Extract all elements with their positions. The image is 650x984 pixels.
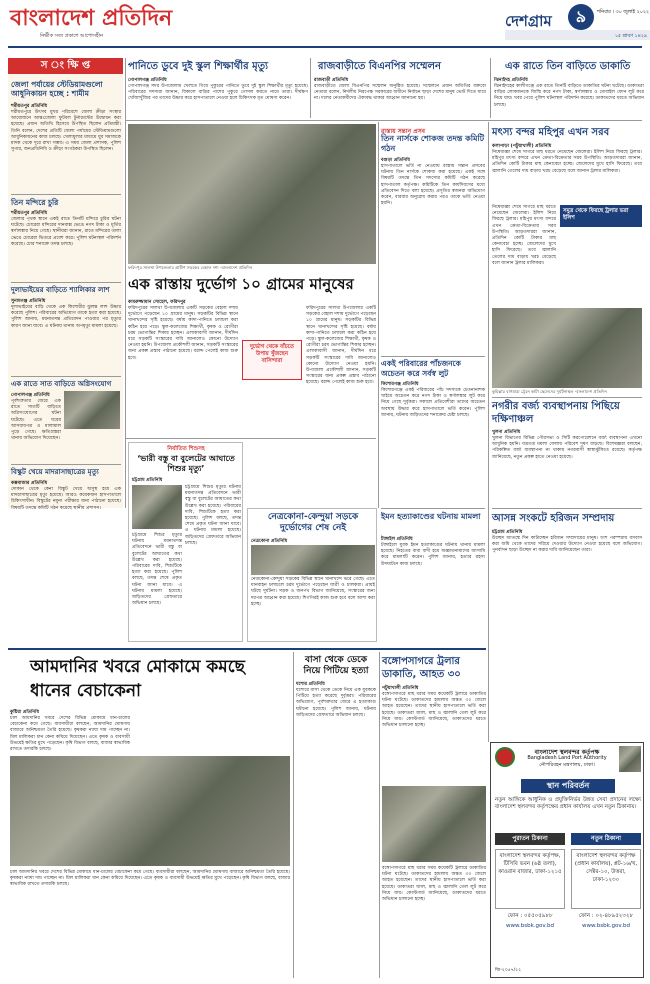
story-byline: কিশোরগঞ্জ প্রতিনিধি — [381, 382, 419, 387]
brand-tagline: নির্ভীক সত্য প্রকাশে আপোসহীন — [40, 33, 104, 39]
photo-caption: কুমিল্লার বাগমারা ট্রেনে কাটা ছেলেদের দুর্ঘটনাস্থল -বাংলাদেশ প্রতিদিন — [492, 389, 607, 394]
story-headline: মৎস্য বন্দর মহিপুর এখন সরব — [492, 127, 610, 138]
story-body: বঙ্গোপসাগরে মাছ ধরার সময় কয়েকটি ট্রলারে ডাকাতির ঘটনা ঘটেছে। ডাকাতদের হামলায় অন্তত ৩০ জেলে আহত হয়েছেন। তাদের স্থানীয় হাসপাতালে ভর্তি করা হয়েছে। ডাকাতরা জাল, মাছ ও জ্বালানি তেল লুট করে নিয়ে যায়। কোস্টগার্ড জানিয়েছে, ডাকাতদের ধরতে অভিযান চালানো হচ্ছে। — [382, 692, 486, 729]
story-byline: চট্টগ্রাম প্রতিনিধি — [492, 530, 523, 535]
section-rule — [126, 120, 642, 121]
story-body: চট্টগ্রামে শিশুর মৃত্যুর ঘটনায় ময়নাতদন্ত প্রতিবেদনে ভারী বস্তু বা বুলেটের আঘাতের কথা উল্লেখ করা হয়েছে। পরিবারের দাবি, শিশুটিকে হত্যা করা হয়েছে। পুলিশ বলছে, তদন্ত শেষে প্রকৃত ঘটনা জানা যাবে। এ ঘটনায় মামলা হয়েছে। জড়িতদের গ্রেফতারে অভিযান চলছে। — [185, 485, 241, 546]
ad-footer: জি-২০৫৭/২২ — [495, 968, 522, 973]
story-headline: ইমন হত্যাকাণ্ডের ঘটনায় মামলা — [381, 512, 481, 521]
page-number-badge — [568, 4, 594, 30]
boxed-story-center — [247, 508, 377, 642]
divider — [492, 508, 642, 509]
paddy-photo — [10, 756, 290, 866]
story-headline: পানিতে ডুবে দুই স্কুল শিক্ষার্থীর মৃত্যু — [128, 61, 269, 72]
highlight-text: সমুদ্র থেকে ফিরছে ট্রলার ভরা ইলিশ — [563, 208, 629, 221]
date-line-2: ১৫ শ্রাবণ ১৪২৯ — [614, 34, 647, 39]
story-body: টাঙ্গাইলে যুবক ইমন হত্যাকাণ্ডের ঘটনায় থানায় মামলা হয়েছে। নিহতের বাবা বাদী হয়ে অজ্ঞাতনামাদের আসামি করে মামলাটি করেন। পুলিশ জানায়, হত্যার রহস্য উদঘাটনে কাজ চলছে। — [381, 543, 485, 567]
story-body: ঝিনাইদহের কালীগঞ্জে এক রাতে তিনটি বাড়িতে ডাকাতির ঘটনা ঘটেছে। ডাকাতরা বাড়ির লোকজনকে জিম্মি করে নগদ টাকা, স্বর্ণালঙ্কার ও মোবাইল ফোন লুট করে নিয়ে যায়। খবর পেয়ে পুলিশ ঘটনাস্থল পরিদর্শন করেছে। ডাকাতদের ধরতে অভিযান চলছে। — [494, 84, 644, 108]
sidebar-column — [8, 58, 123, 511]
story-body: উচ্ছেদ আতঙ্কে দিন কাটাচ্ছেন হরিজন সম্প্রদায়ের মানুষ। বংশ পরম্পরায় বসবাস করা জমি থেকে তাদের সরিয়ে দেওয়ার উদ্যোগ নেওয়া হয়েছে বলে অভিযোগ। পুনর্বাসন ছাড়া উচ্ছেদ না করার দাবি জানিয়েছেন তারা। — [492, 536, 642, 554]
story-headline: রাজবাড়ীতে বিএনপির সম্মেলন — [318, 61, 441, 72]
story-headline: আসন্ন সংকটে হরিজন সম্প্রদায় — [492, 513, 615, 524]
road-photo — [251, 545, 375, 575]
story-box — [381, 508, 485, 642]
story-headline: এক রাতে তিন বাড়িতে ডাকাতি — [505, 61, 631, 72]
sidebar-item-byline: শরীয়তপুর প্রতিনিধি — [11, 211, 48, 216]
column-rule — [488, 122, 489, 742]
story-byline: কলাপাড়া (পটুয়াখালী) প্রতিনিধি — [492, 144, 552, 149]
section-rule — [8, 648, 486, 650]
sidebar-item-body: দোকান থেকে কেনা বিস্কুট খেয়ে অসুস্থ হয়ে এক মাদরাসাছাত্রের মৃত্যু হয়েছে। আরও কয়েকজন হাসপাতালে চিকিৎসাধীন। বিস্কুটের নমুনা পরীক্ষার জন্য পাঠানো হয়েছে। বিষয়টি তদন্তে কমিটি গঠন করেছে স্থানীয় প্রশাসন। — [11, 487, 121, 511]
ad-ministry: নৌপরিবহন মন্ত্রণালয়, ঢাকা। — [539, 762, 595, 768]
sidebar-item-body: শরীয়তপুরে উৎসব মুখর পরিবেশে জেলা ক্রীড়া সংস্থার আয়োজনে আন্তঃজেলা ফুটবল টুর্নামেন্টের উদ্বোধন করা হয়েছে। প্রধান অতিথি হিসেবে উপস্থিত ছিলেন প্রতিমন্ত্রী। তিনি বলেন, দেশের প্রতিটি জেলা পর্যায়ের স্টেডিয়ামগুলো আধুনিকায়নের কাজ চলছে। খেলাধুলার মাধ্যমে যুব সমাজকে মাদক থেকে দূরে রাখা সম্ভব। এ সময় জেলা প্রশাসক, পুলিশ সুপার, জনপ্রতিনিধি ও ক্রীড়া সংগঠকরা উপস্থিত ছিলেন। — [11, 110, 121, 153]
sidebar-title: স ং ক্ষি প্ত — [8, 58, 123, 74]
sidebar-item-body: পূর্বশত্রুতার জেরে এক রাতে সাতটি বাড়িতে অগ্নিসংযোগের ঘটনা ঘটেছে। এতে ঘরের আসবাবপত্র ও মালামাল পুড়ে গেছে। ক্ষতিগ্রস্তরা থানায় অভিযোগ দিয়েছেন। — [11, 399, 61, 442]
main-story-photo — [128, 124, 376, 264]
date-line-1: শনিবার । ৩০ জুলাই ২০২২ — [597, 10, 650, 15]
ad-old-address: বাংলাদেশ স্থলবন্দর কর্তৃপক্ষ, টিসিবি ভবন (৬ষ্ঠ তলা), কাওরান বাজার, ঢাকা-১২১৫ — [495, 849, 565, 909]
pullquote-box — [242, 340, 302, 380]
sidebar-item-headline: বিস্কুট খেয়ে মাদরাসাছাত্রের মৃত্যু — [11, 468, 99, 476]
story-byline: চট্টগ্রাম প্রতিনিধি — [132, 478, 163, 483]
story-body: গোপালগঞ্জ সদর উপজেলায় খেলতে গিয়ে পুকুরের পানিতে ডুবে দুই স্কুল শিক্ষার্থীর মৃত্যু হয়েছে। পরিবারের সদস্যরা জানান, বিকালে বাড়ির পাশের পুকুরে গোসল করতে নামে তারা। দীর্ঘক্ষণ খোঁজাখুঁজির পর তাদের উদ্ধার করে হাসপাতালে নেওয়া হলে চিকিৎসক মৃত ঘোষণা করেন। — [128, 84, 308, 102]
brand-logo: বাংলাদেশ প্রতিদিন — [10, 5, 173, 31]
story-byline: কুষ্টিয়া প্রতিনিধি — [10, 710, 40, 715]
story-body-cont: নিষেধাজ্ঞা শেষে সাগরে মাছ ধরতে নেমেছেন জেলেরা। ইলিশ নিয়ে ফিরছে ট্রলার। মহিপুর মৎস্য বন্দরে এখন ক্রেতা-বিক্রেতার সরব উপস্থিতি। আড়তদাররা জানান, প্রতিদিন কোটি টাকার মাছ কেনাবেচা হচ্ছে। জেলেদের মুখে হাসি ফিরেছে। তবে জ্বালানি তেলের দাম বাড়ায় খরচ বেড়েছে বলে জানান ট্রলার মালিকরা। — [492, 205, 556, 266]
story-byline: রাজবাড়ী প্রতিনিধি — [314, 78, 349, 83]
story-byline: ঝিনাইদহ প্রতিনিধি — [494, 78, 528, 83]
story-body: যশোরে বাসা থেকে ডেকে নিয়ে এক যুবককে পিটিয়ে হত্যা করেছে দুর্বৃত্তরা। পরিবারের অভিযোগ, পূর্বশত্রুতার জেরে এ হত্যাকাণ্ড ঘটানো হয়েছে। পুলিশ জানায়, ঘটনায় জড়িতদের গ্রেফতারে অভিযান চলছে। — [296, 688, 376, 718]
column-rule — [378, 122, 379, 508]
masthead-bar — [505, 30, 650, 40]
column-rule — [125, 58, 126, 508]
story-byline: পটুয়াখালী প্রতিনিধি — [382, 686, 419, 691]
ad-new-phone: ফোন : ০২-৪৮৯৫২৩২৮ — [578, 913, 634, 919]
sidebar-item-byline: গোপালগঞ্জ প্রতিনিধি — [11, 393, 50, 398]
story-byline: বগুড়া প্রতিনিধি — [381, 158, 410, 163]
story-body: নিষেধাজ্ঞা শেষে সাগরে মাছ ধরতে নেমেছেন জেলেরা। ইলিশ নিয়ে ফিরছে ট্রলার। মহিপুর মৎস্য বন্দরে এখন ক্রেতা-বিক্রেতার সরব উপস্থিতি। আড়তদাররা জানান, প্রতিদিন কোটি টাকার মাছ কেনাবেচা হচ্ছে। জেলেদের মুখে হাসি ফিরেছে। তবে জ্বালানি তেলের দাম বাড়ায় খরচ বেড়েছে বলে জানান ট্রলার মালিকরা। — [492, 150, 642, 174]
child-photo — [132, 485, 182, 529]
story-body-cont: চাল আমদানির খবরে দেশের বিভিন্ন মোকামে ধান-চালের বেচাকেনা কমে গেছে। ব্যবসায়ীরা বলছেন, আমদানির ঘোষণায় বাজারে অনিশ্চয়তা তৈরি হয়েছে। কৃষকরা ন্যায্য দাম পাচ্ছেন না। মিল মালিকরা ধান কেনা কমিয়ে দিয়েছেন। এতে কৃষক ও ব্যবসায়ী উভয়েই ক্ষতির মুখে পড়েছেন। কৃষি বিভাগ বলছে, বাজার স্বাভাবিক রাখতে তদারকি চলছে। — [10, 870, 290, 888]
ad-web-old[interactable]: www.bsbk.gov.bd — [506, 923, 554, 929]
story-byline: টাঙ্গাইল প্রতিনিধি — [381, 537, 413, 542]
section-rule — [126, 438, 376, 439]
story-body: খুলনা বিভাগের বিভিন্ন পৌরসভা ও সিটি করপোরেশনে বর্জ্য ব্যবস্থাপনা এখনো আধুনিক হয়নি। যত্রতত্র ময়লা ফেলায় পরিবেশ দূষণ বাড়ছে। বিশেষজ্ঞরা বলছেন, পরিকল্পিত বর্জ্য ব্যবস্থাপনা না থাকায় নগরবাসী স্বাস্থ্যঝুঁকিতে রয়েছে। কর্তৃপক্ষ জানিয়েছে, নতুন প্রকল্প হাতে নেওয়া হয়েছে। — [492, 436, 642, 460]
story-headline: নেত্রকোনা-কেন্দুয়া সড়কে দুর্ভোগের শেষ নেই — [267, 512, 359, 533]
story-byline: নেত্রকোনা প্রতিনিধি — [251, 539, 288, 544]
divider — [11, 464, 121, 465]
column-rule — [293, 652, 294, 978]
story-headline: তিন নার্সকে শোকজ তদন্ত কমিটি গঠন — [381, 134, 485, 153]
story-body-cont: চট্টগ্রামে শিশুর মৃত্যুর ঘটনায় ময়নাতদন্ত প্রতিবেদনে ভারী বস্তু বা বুলেটের আঘাতের কথা উল্লেখ করা হয়েছে। পরিবারের দাবি, শিশুটিকে হত্যা করা হয়েছে। পুলিশ বলছে, তদন্ত শেষে প্রকৃত ঘটনা জানা যাবে। এ ঘটনায় মামলা হয়েছে। জড়িতদের গ্রেফতারে অভিযান চলছে। — [132, 533, 182, 607]
sidebar-item-headline: তিন মন্দিরে চুরি — [11, 198, 59, 207]
ad-old-phone: ফোন : ০৫৫০৫৯৮৮ — [507, 913, 553, 919]
story-body: নেত্রকোনা-কেন্দুয়া সড়কের বিভিন্ন স্থানে খানাখন্দে ভরে গেছে। এতে যানবাহন চলাচলে চরম দুর্ভোগে পড়েছেন যাত্রী ও চালকরা। প্রায়ই ঘটছে দুর্ঘটনা। সড়ক ও জনপথ বিভাগ জানিয়েছে, সংস্কারের জন্য দরপত্র আহ্বান করা হয়েছে। শিগগিরই কাজ শুরু হবে বলে আশা করা হচ্ছে। — [251, 577, 375, 607]
main-story-body-cont: ফরিদপুরের সালথা উপজেলার একটি সড়কের বেহাল দশায় দুর্ভোগে পড়েছেন ১০ গ্রামের মানুষ। সড়কটির বিভিন্ন স্থানে খানাখন্দের সৃষ্টি হয়েছে। বর্ষায় কাদা-পানিতে চলাচল করা কঠিন হয়ে পড়ে। স্কুল-কলেজের শিক্ষার্থী, কৃষক ও রোগীরা চরম ভোগান্তির শিকার হচ্ছেন। এলাকাবাসী জানান, দীর্ঘদিন ধরে সড়কটি সংস্কারের দাবি জানালেও কোনো উদ্যোগ নেওয়া হয়নি। উপজেলা প্রকৌশলী জানান, সড়কটি সংস্কারের জন্য প্রকল্প প্রস্তাব পাঠানো হয়েছে। বরাদ্দ পেলেই কাজ শুরু হবে। — [306, 306, 376, 386]
story-kicker: নির্যাতিত শিশুসহ — [167, 446, 205, 452]
ad-new-address: বাংলাদেশ স্থলবন্দর কর্তৃপক্ষ (প্রধান কার্যালয়), প্লট-১৬/খ, সেক্টর-১০, উত্তরা, ঢাকা-১২৩০ — [571, 849, 641, 909]
column-rule — [379, 652, 380, 978]
main-story-headline: এক রাস্তায় দুর্ভোগ ১০ গ্রামের মানুষের — [128, 275, 354, 293]
divider — [11, 282, 121, 283]
page-number: ৯ — [575, 7, 587, 26]
advertisement — [490, 742, 644, 978]
photo-caption: ফরিদপুর সালথা উপজেলার গ্রামীণ সড়কের বেহাল দশা -বাংলাদেশ প্রতিদিন — [128, 265, 253, 270]
boxed-story-left — [128, 442, 243, 642]
section-name: দেশগ্রাম — [505, 12, 552, 30]
main-story-byline: কামরুজ্জামান সোহেল, ফরিদপুর — [128, 300, 186, 305]
ad-web-new[interactable]: www.bsbk.gov.bd — [582, 923, 630, 929]
masthead — [0, 0, 650, 48]
sidebar-item-body: জেলার পৃথক স্থানে একই রাতে তিনটি মন্দিরে চুরির ঘটনা ঘটেছে। চোরেরা মন্দিরের দানবাক্স ভেঙে নগদ টাকা ও মূর্তির স্বর্ণালঙ্কার নিয়ে গেছে। স্থানীয়রা জানান, রাতে মন্দিরের তালা ভেঙে চোরেরা ভিতরে প্রবেশ করে। পুলিশ ঘটনাস্থল পরিদর্শন করেছে। চোর শনাক্তে তদন্ত চলছে। — [11, 217, 121, 247]
ad-org-bn: বাংলাদেশ স্থলবন্দর কর্তৃপক্ষ — [534, 749, 600, 756]
story-headline: বঙ্গোপসাগরে ট্রলার ডাকাতি, আহত ৩০ — [382, 656, 461, 680]
ad-notice-body: নতুন আঙ্গিকে আধুনিক ও প্রযুক্তিনির্ভর উন্নত সেবা প্রদানের লক্ষ্যে বাংলাদেশ স্থলবন্দর কর্তৃপক্ষের প্রধান কার্যালয় এখন নতুন ঠিকানায়। — [495, 797, 641, 810]
story-byline: যশোর প্রতিনিধি — [296, 682, 325, 687]
highlight-box — [560, 205, 642, 227]
story-body-cont: বঙ্গোপসাগরে মাছ ধরার সময় কয়েকটি ট্রলারে ডাকাতির ঘটনা ঘটেছে। ডাকাতদের হামলায় অন্তত ৩০ জেলে আহত হয়েছেন। তাদের স্থানীয় হাসপাতালে ভর্তি করা হয়েছে। ডাকাতরা জাল, মাছ ও জ্বালানি তেল লুট করে নিয়ে যায়। কোস্টগার্ড জানিয়েছে, ডাকাতদের ধরতে অভিযান চালানো হচ্ছে। — [382, 866, 486, 903]
sidebar-item-byline: শরীয়তপুর প্রতিনিধি — [11, 104, 48, 109]
sidebar-item-byline: সুনামগঞ্জ প্রতিনিধি — [11, 299, 46, 304]
story-headline: নগরীর বর্জ্য ব্যবস্থাপনায় পিছিয়ে দক্ষিণাঞ্চল — [492, 401, 620, 425]
story-byline: খুলনা প্রতিনিধি — [492, 430, 521, 435]
ad-old-label: পুরাতন ঠিকানা — [495, 833, 565, 845]
story-byline: গোপালগঞ্জ প্রতিনিধি — [128, 78, 167, 83]
main-story-body: ফরিদপুরের সালথা উপজেলার একটি সড়কের বেহাল দশায় দুর্ভোগে পড়েছেন ১০ গ্রামের মানুষ। সড়কটির বিভিন্ন স্থানে খানাখন্দের সৃষ্টি হয়েছে। বর্ষায় কাদা-পানিতে চলাচল করা কঠিন হয়ে পড়ে। স্কুল-কলেজের শিক্ষার্থী, কৃষক ও রোগীরা চরম ভোগান্তির শিকার হচ্ছেন। এলাকাবাসী জানান, দীর্ঘদিন ধরে সড়কটি সংস্কারের দাবি জানালেও কোনো উদ্যোগ নেওয়া হয়নি। উপজেলা প্রকৌশলী জানান, সড়কটি সংস্কারের জন্য প্রকল্প প্রস্তাব পাঠানো হয়েছে। বরাদ্দ পেলেই কাজ শুরু হবে। — [128, 306, 238, 361]
divider — [11, 194, 121, 195]
ad-org-en: Bangladesh Land Port Authority — [527, 755, 607, 761]
masthead-rule — [8, 46, 642, 48]
story-body: চাল আমদানির খবরে দেশের বিভিন্ন মোকামে ধান-চালের বেচাকেনা কমে গেছে। ব্যবসায়ীরা বলছেন, আমদানির ঘোষণায় বাজারে অনিশ্চয়তা তৈরি হয়েছে। কৃষকরা ন্যায্য দাম পাচ্ছেন না। মিল মালিকরা ধান কেনা কমিয়ে দিয়েছেন। এতে কৃষক ও ব্যবসায়ী উভয়েই ক্ষতির মুখে পড়েছেন। কৃষি বিভাগ বলছে, বাজার স্বাভাবিক রাখতে তদারকি চলছে। — [10, 716, 130, 753]
gov-emblem-icon — [495, 747, 515, 767]
story-kicker: রাস্তায় সন্তান প্রসব — [381, 128, 426, 135]
sidebar-item-byline: কক্সবাজার প্রতিনিধি — [11, 481, 48, 486]
sidebar-item-headline: জেলা পর্যায়ের স্টেডিয়ামগুলো আধুনিকায়ন হচ্ছে : শামীম — [11, 80, 103, 98]
column-rule — [310, 58, 311, 118]
story-headline: বাসা থেকে ডেকে নিয়ে পিটিয়ে হত্যা — [303, 655, 369, 676]
sidebar-item-headline: দুলাভাইয়ের বাড়িতে শ্যালিকার লাশ — [11, 286, 110, 294]
pullquote: দুর্ভোগ থেকে বাঁচতে উপায় খুঁজছেন বাসিন্দারা — [249, 344, 295, 364]
column-rule — [490, 58, 491, 118]
sidebar-item-headline: এক রাতে সাত বাড়িতে অগ্নিসংযোগ — [11, 380, 112, 388]
story-body: হাসপাতালে ভর্তি না নেওয়ায় রাস্তায় সন্তান প্রসবের ঘটনায় তিন নার্সকে শোকজ করা হয়েছে। একই সঙ্গে বিষয়টি তদন্তে তিন সদস্যের কমিটি গঠন করেছে হাসপাতাল কর্তৃপক্ষ। কমিটিকে তিন কার্যদিবসের মধ্যে প্রতিবেদন দিতে বলা হয়েছে। প্রসূতির স্বজনরা অভিযোগ করেন, বারবার অনুরোধ করার পরও তাকে ভর্তি নেওয়া হয়নি। — [381, 164, 485, 207]
divider — [11, 376, 121, 377]
story-headline: ‘ভারী বস্তু বা বুলেটের আঘাতে শিশুর মৃত্যু’ — [137, 454, 235, 473]
sidebar-photo — [64, 391, 120, 429]
story-body: রাজবাড়ীতে জেলা বিএনপির সম্মেলন অনুষ্ঠিত হয়েছে। সম্মেলনে প্রধান অতিথির বক্তব্যে নেতারা বলেন, নির্দলীয় নিরপেক্ষ সরকারের অধীনে নির্বাচন ছাড়া দেশের মানুষ ভোট দিতে যাবে না। দলের নেতাকর্মীদের ঐক্যবদ্ধ থাকার আহ্বান জানানো হয়। — [314, 84, 486, 102]
story-body: কিশোরগঞ্জে একই পরিবারের পাঁচ সদস্যকে চেতনানাশক খাইয়ে অচেতন করে নগদ টাকা ও স্বর্ণালঙ্কার লুট করে নিয়ে গেছে দুর্বৃত্তরা। সকালে প্রতিবেশীরা তাদের অচেতন অবস্থায় উদ্ধার করে হাসপাতালে ভর্তি করেন। পুলিশ জানায়, ঘটনায় জড়িতদের শনাক্তের চেষ্টা চলছে। — [381, 388, 485, 418]
story-headline: একই পরিবারের পাঁচজনকে অচেতন করে সর্বস্ব লুট — [381, 359, 461, 378]
divider — [492, 397, 642, 398]
ad-new-label: নতুন ঠিকানা — [571, 833, 641, 845]
ad-portrait — [619, 746, 641, 772]
right-photo — [492, 308, 642, 388]
ad-notice-title: স্থান পরিবর্তন — [521, 779, 615, 793]
bottom-main-headline: আমদানির খবরে মোকামে কমছে ধানের বেচাকেনা — [30, 657, 245, 701]
divider — [381, 356, 485, 357]
sidebar-item-body: দুলাভাইয়ের বাড়ি থেকে এক কিশোরীর ঝুলন্ত লাশ উদ্ধার করেছে পুলিশ। পরিবারের অভিযোগ তাকে হত্যা করা হয়েছে। পুলিশ জানায়, ময়নাতদন্ত প্রতিবেদন পাওয়ার পর মৃত্যুর কারণ জানা যাবে। এ ঘটনায় থানায় অপমৃত্যু মামলা হয়েছে। — [11, 305, 121, 329]
trawler-photo — [382, 786, 486, 862]
